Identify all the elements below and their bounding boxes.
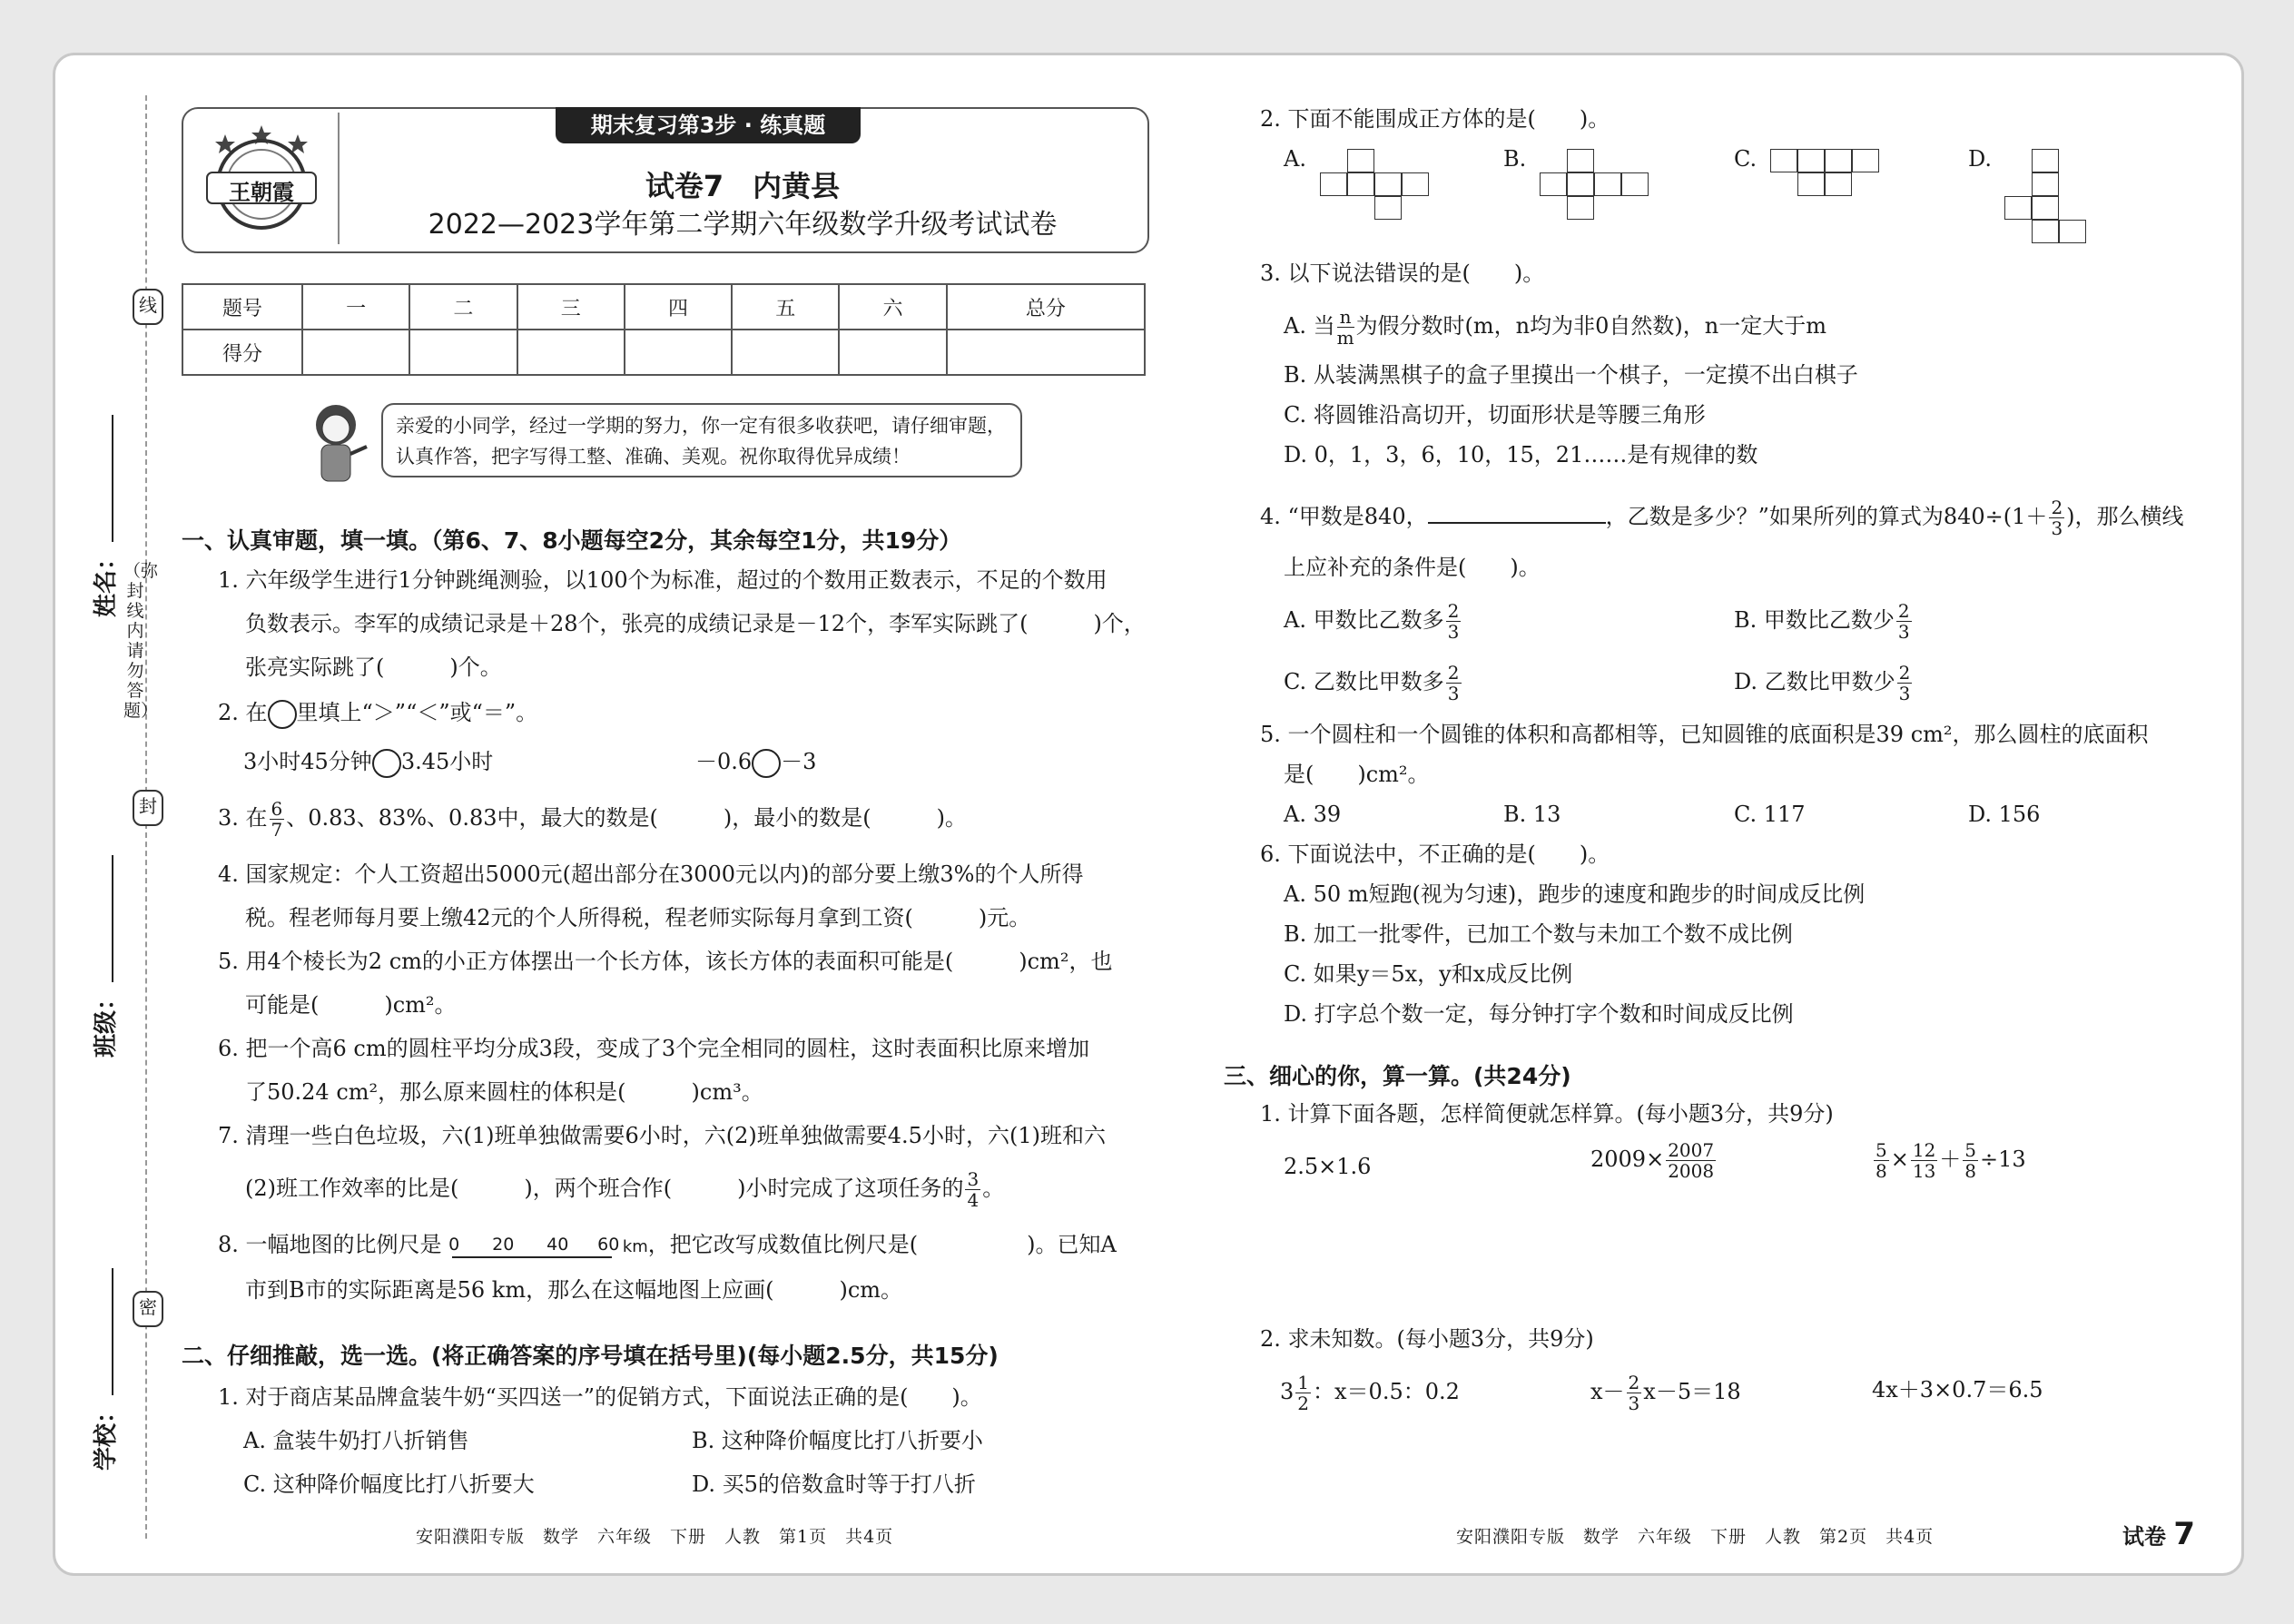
- option-d[interactable]: D. 乙数比甲数少 $\frac{2}{3}$: [1734, 662, 1911, 704]
- score-header: 总分: [947, 284, 1145, 330]
- option-d[interactable]: D. 买5的倍数盒时等于打八折: [692, 1471, 976, 1497]
- s1-q1-line3: 张亮实际跳了( )个。: [245, 655, 502, 680]
- s1-q6-line2: 了50.24 cm²，那么原来圆柱的体积是( )cm³。: [245, 1079, 763, 1105]
- r-q4-paren: (1＋: [2003, 504, 2048, 529]
- option-b[interactable]: B. 这种降价幅度比打八折要小: [692, 1428, 983, 1453]
- scale-bar: [448, 1233, 620, 1260]
- page-tag: [2122, 1516, 2195, 1552]
- seal-label-feng: 封: [133, 790, 163, 826]
- publisher-logo: [198, 116, 325, 234]
- score-cell[interactable]: [947, 330, 1145, 375]
- option-a[interactable]: A. 50 m短跑(视为匀速)，跑步的速度和跑步的时间成反比例: [1284, 881, 1866, 907]
- r-q4-mid: ，乙数是多少？”如果所列的算式为840÷: [1605, 504, 2004, 529]
- seal-label-mi: 密: [133, 1291, 163, 1327]
- r-q5-line1: 5. 一个圆柱和一个圆锥的体积和高都相等，已知圆锥的底面积是39 cm²，那么圆柱的底面积: [1260, 722, 2149, 747]
- footer-left: 安阳濮阳专版 数学 六年级 下册 人教 第1页 共4页: [416, 1527, 894, 1547]
- compare-right: －3: [781, 749, 817, 774]
- r-q2: 2. 下面不能围成正方体的是( )。: [1260, 106, 1610, 132]
- fraction: $\frac{3}{4}$: [967, 1168, 980, 1211]
- section2-heading: 二、仔细推敲，选一选。(将正确答案的序号填在括号里)(每小题2.5分，共15分): [182, 1343, 999, 1369]
- s2-q1: 1. 对于商店某品牌盒装牛奶“买四送一”的促销方式，下面说法正确的是( )。: [218, 1384, 982, 1410]
- compare-right: 3.45小时: [400, 749, 494, 774]
- s1-q8-pre: 8. 一幅地图的比例尺是: [218, 1232, 442, 1257]
- s1-q1-line1: 1. 六年级学生进行1分钟跳绳测验，以100个为标准，超过的个数用正数表示，不足的个数用: [218, 567, 1108, 593]
- option-b[interactable]: B. 甲数比乙数少 $\frac{2}{3}$: [1734, 600, 1910, 643]
- answer-blank[interactable]: [1428, 522, 1606, 524]
- school-field[interactable]: [87, 1253, 123, 1471]
- score-cell[interactable]: [625, 330, 732, 375]
- equation-2: x－ $\frac{2}{3}$ x－5＝18: [1590, 1372, 1741, 1414]
- score-header-row: [182, 284, 1145, 330]
- r-q4-post: )，那么横线: [2066, 504, 2184, 529]
- option-d[interactable]: D.: [1968, 146, 1993, 172]
- section3-heading: 三、细心的你，算一算。(共24分): [1224, 1063, 1571, 1089]
- option-a[interactable]: A. 盒装牛奶打八折销售: [243, 1428, 469, 1453]
- calc-2: 2009× $\frac{2007}{2008}$: [1590, 1139, 1715, 1182]
- calc-1: 2.5×1.6: [1284, 1154, 1372, 1179]
- scale-tick-label: 40: [546, 1234, 569, 1255]
- s1-q3-pre: 3. 在: [218, 805, 268, 831]
- equation-1: 3 $\frac{1}{2}$ ：x＝0.5：0.2: [1280, 1372, 1460, 1414]
- page-tag-label: 试卷: [2122, 1524, 2166, 1550]
- compare-left: 3小时45分钟: [243, 749, 372, 774]
- scale-tick-label: 60: [597, 1234, 620, 1255]
- score-header: 题号: [182, 284, 302, 330]
- r-q4-line1: [1260, 497, 2184, 538]
- seal-label-xian: 线: [133, 289, 163, 325]
- blank-circle-icon: [268, 700, 297, 729]
- r-q6: 6. 下面说法中，不正确的是( )。: [1260, 842, 1610, 867]
- s1-q7-line1: 7. 清理一些白色垃圾，六(1)班单独做需要6小时，六(2)班单独做需要4.5小时，六(1)班和六: [218, 1123, 1106, 1148]
- s3-q2: 2. 求未知数。(每小题3分，共9分): [1260, 1326, 1594, 1352]
- score-header: 三: [517, 284, 625, 330]
- score-row: [182, 330, 1145, 375]
- s1-q2-compare1: [243, 746, 493, 778]
- score-header: 六: [839, 284, 946, 330]
- class-label: 班级：: [93, 986, 120, 1058]
- banner: 期末复习第3步 · 练真题: [556, 107, 861, 143]
- greeting-bubble: 亲爱的小同学，经过一学期的努力，你一定有很多收获吧，请仔细审题，认真作答，把字写得工整、准确、美观。祝你取得优异成绩！: [381, 403, 1022, 477]
- option-b[interactable]: B. 13: [1503, 802, 1561, 827]
- s1-q4-line2: 税。程老师每月要上缴42元的个人所得税，程老师实际每月拿到工资( )元。: [245, 905, 1031, 930]
- scale-tick-label: 20: [492, 1234, 515, 1255]
- s1-q5-line2: 可能是( )cm²。: [245, 992, 457, 1018]
- fraction: $\frac{2}{3}$: [2051, 497, 2063, 539]
- s1-q2-compare2: [695, 746, 816, 778]
- compare-left: －0.6: [695, 749, 753, 774]
- s1-q8-line1: [218, 1229, 1117, 1263]
- footer-right: 安阳濮阳专版 数学 六年级 下册 人教 第2页 共4页: [1456, 1527, 1935, 1547]
- score-header: 四: [625, 284, 732, 330]
- r-q5-line2: 是( )cm²。: [1284, 762, 1430, 787]
- option-a[interactable]: A.: [1284, 146, 1306, 172]
- s1-q2-post: 里填上“＞”“＜”或“＝”。: [296, 700, 538, 725]
- score-row-label: 得分: [182, 330, 302, 375]
- class-field[interactable]: [87, 840, 123, 1058]
- school-label: 学校：: [93, 1399, 120, 1471]
- equation-3: 4x＋3×0.7＝6.5: [1872, 1377, 2043, 1403]
- section1-heading: 一、认真审题，填一填。（第6、7、8小题每空2分，其余每空1分，共19分）: [182, 527, 962, 554]
- s1-q8-line2: 市到B市的实际距离是56 km，那么在这幅地图上应画( )cm。: [245, 1277, 903, 1303]
- page-number: 7: [2173, 1516, 2196, 1552]
- scale-tick-label: 0: [448, 1234, 460, 1255]
- score-cell[interactable]: [517, 330, 625, 375]
- logo-text: 王朝霞: [229, 180, 294, 205]
- r-q4-line2: 上应补充的条件是( )。: [1284, 555, 1541, 580]
- exam-subtitle: 2022—2023学年第二学期六年级数学升级考试试卷: [428, 209, 1058, 241]
- option-b[interactable]: B. 从装满黑棋子的盒子里摸出一个棋子，一定摸不出白棋子: [1284, 362, 1858, 388]
- option-d[interactable]: D. 打字总个数一定，每分钟打字个数和时间成反比例: [1284, 1001, 1794, 1027]
- name-field[interactable]: [87, 399, 123, 617]
- option-a[interactable]: A. 39: [1284, 802, 1342, 827]
- name-label: 姓名：: [93, 546, 120, 617]
- s1-q5-line1: 5. 用4个棱长为2 cm的小正方体摆出一个长方体，该长方体的表面积可能是( )cm²，也: [218, 949, 1113, 974]
- s1-q8-post: ，把它改写成数值比例尺是( )。已知A: [647, 1232, 1117, 1257]
- s1-q2-pre: 2. 在: [218, 700, 268, 725]
- s1-q3-post: 、0.83、83%、0.83中，最大的数是( )，最小的数是( )。: [286, 805, 967, 831]
- exam-title: 试卷7 内黄县: [645, 169, 841, 203]
- score-table: [182, 283, 1146, 376]
- s3-q1: 1. 计算下面各题，怎样简便就怎样算。(每小题3分，共9分): [1260, 1101, 1834, 1127]
- s1-q7-text: (2)班工作效率的比是( )，两个班合作( )小时完成了这项任务的: [245, 1176, 964, 1201]
- s1-q3: [218, 799, 967, 840]
- calc-3: $\frac{5}{8}$ × $\frac{12}{13}$ ＋ $\frac{5}{8}$ ÷13: [1876, 1139, 2026, 1182]
- option-a[interactable]: [1284, 307, 1826, 348]
- option-d[interactable]: D. 0，1，3，6，10，15，21……是有规律的数: [1284, 442, 1758, 468]
- answer-circle[interactable]: [372, 749, 401, 778]
- girl-illustration: [300, 399, 372, 490]
- score-header: 二: [409, 284, 517, 330]
- score-header: 五: [732, 284, 839, 330]
- score-cell[interactable]: [409, 330, 517, 375]
- s1-q1-line2: 负数表示。李军的成绩记录是＋28个，张亮的成绩记录是－12个，李军实际跳了( )个，: [245, 611, 1146, 636]
- scale-unit: km: [622, 1237, 648, 1256]
- fraction: $\frac{6}{7}$: [271, 798, 283, 841]
- fraction: $\frac{n}{m}$: [1336, 306, 1354, 349]
- option-b[interactable]: B.: [1503, 146, 1527, 172]
- r-q4-pre: 4. “甲数是840，: [1260, 504, 1428, 529]
- score-cell[interactable]: [302, 330, 409, 375]
- answer-circle[interactable]: [752, 749, 781, 778]
- option-c[interactable]: C. 乙数比甲数多 $\frac{2}{3}$: [1284, 662, 1460, 704]
- option-c[interactable]: C. 这种降价幅度比打八折要大: [243, 1471, 535, 1497]
- option-c[interactable]: C.: [1734, 146, 1757, 172]
- r-q3: 3. 以下说法错误的是( )。: [1260, 261, 1545, 286]
- r-q3a-pre: A. 当: [1284, 313, 1335, 339]
- score-cell[interactable]: [839, 330, 946, 375]
- option-c[interactable]: C. 将圆锥沿高切开，切面形状是等腰三角形: [1284, 402, 1706, 428]
- seal-notice: （弥封线内请勿答题）: [123, 561, 159, 721]
- s1-q2: [218, 697, 537, 729]
- option-c[interactable]: C. 117: [1734, 802, 1806, 827]
- option-d[interactable]: D. 156: [1968, 802, 2041, 827]
- s1-q4-line1: 4. 国家规定：个人工资超出5000元(超出部分在3000元以内)的部分要上缴3%的个人所得: [218, 861, 1084, 887]
- r-q3a-post: 为假分数时(m，n均为非0自然数)，n一定大于m: [1355, 313, 1826, 339]
- option-c[interactable]: C. 如果y＝5x，y和x成反比例: [1284, 961, 1573, 987]
- score-header: 一: [302, 284, 409, 330]
- option-b[interactable]: B. 加工一批零件，已加工个数与未加工个数不成比例: [1284, 921, 1793, 947]
- s1-q7-end: 。: [982, 1176, 1005, 1201]
- option-a[interactable]: A. 甲数比乙数多 $\frac{2}{3}$: [1284, 600, 1460, 643]
- s1-q6-line1: 6. 把一个高6 cm的圆柱平均分成3段，变成了3个完全相同的圆柱，这时表面积比原来增加: [218, 1036, 1090, 1061]
- score-cell[interactable]: [732, 330, 839, 375]
- s1-q7-line2: [245, 1169, 1004, 1210]
